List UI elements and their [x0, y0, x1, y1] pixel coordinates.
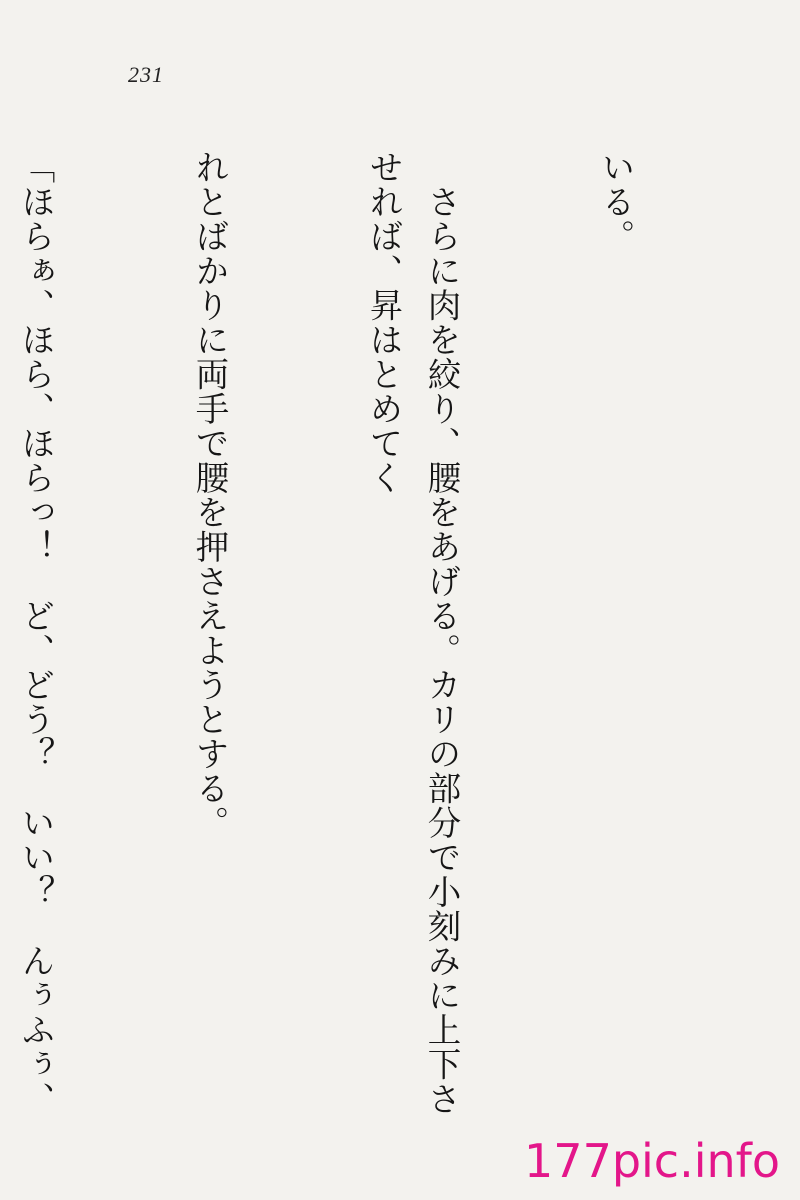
- watermark-text: 177pic.info: [524, 1134, 780, 1188]
- text-line: 「ほらぁ、ほら、ほらっ！ ど、どう？ いい？ んぅふぅ、: [16, 150, 55, 1116]
- body-text: [16, 150, 760, 1145]
- text-line: いる。: [596, 150, 635, 254]
- text-line: さらに肉を絞り、腰をあげる。カリの部分で小刻みに上下させれば、昇はとめてく: [364, 150, 461, 1116]
- text-line: れとばかりに両手で腰を押さえようとする。: [190, 150, 229, 840]
- page-number: 231: [128, 62, 164, 87]
